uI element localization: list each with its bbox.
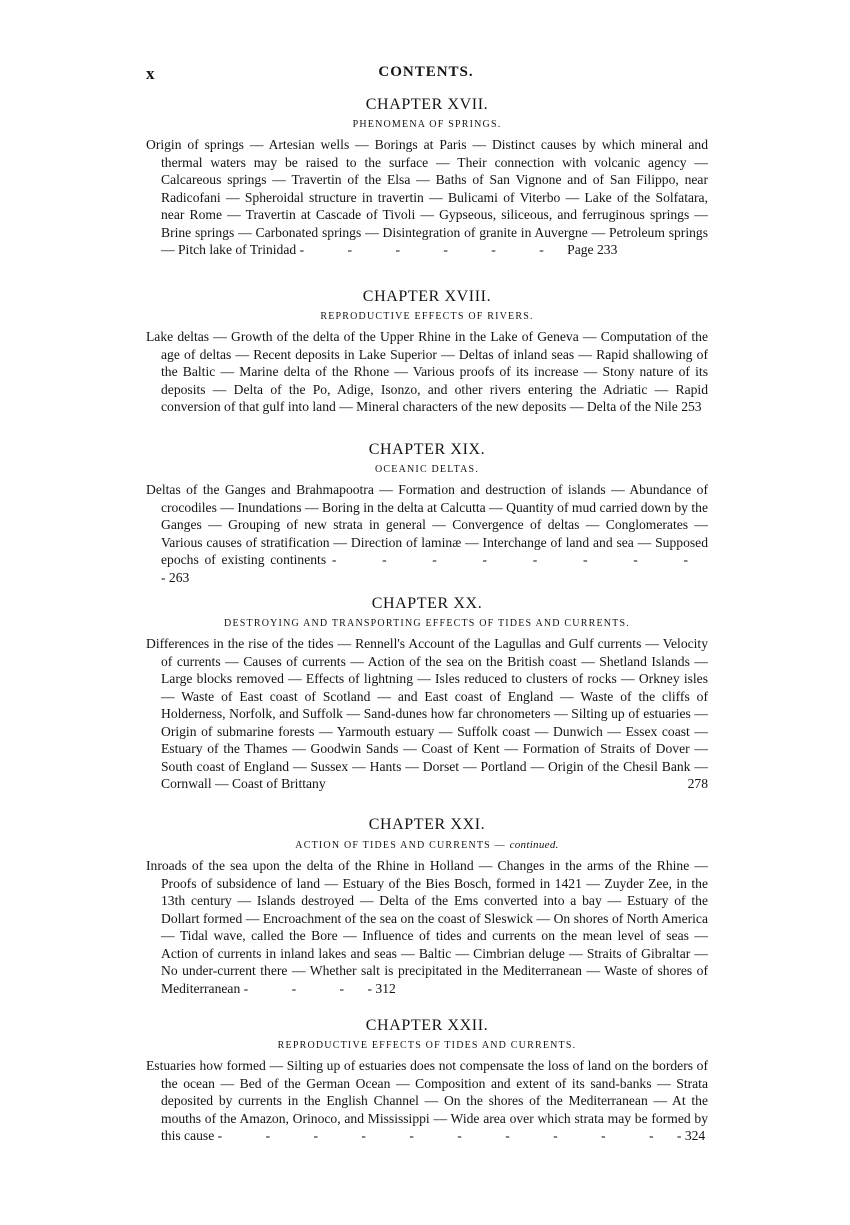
chapter-subtitle: OCEANIC DELTAS. <box>374 464 480 475</box>
running-head <box>146 64 706 84</box>
page-reference: Page 233 <box>567 242 618 257</box>
chapter-title: CHAPTER XXI. <box>368 816 486 833</box>
page-reference: - 324 <box>676 1128 706 1143</box>
chapter-subtitle <box>146 838 708 853</box>
summary-text: Estuaries how formed — Silting up of estuaries does not compensate the loss of land on the borders of the ocean — Bed of the German Ocean — Composition and extent of its sand-banks — Strata deposited by currents in the English Channel — On the shores of the Mediterranean — At the mouths of the Amazon, Orinoco, and Mississippi — Wide area over which strata may be formed by this cause <box>146 1058 708 1143</box>
chapter-title: CHAPTER XVIII. <box>362 288 492 305</box>
summary-text: Origin of springs — Artesian wells — Borings at Paris — Distinct causes by which mineral and thermal waters may be raised to the surface — Their connection with volcanic agency — Calcareous springs — Travertin of the Elsa — Baths of San Vignone and of San Filippo, near Radicofani — Spheroidal structure in travertin — Bulicami of Viterbo — Lake of the Solfatara, near Rome — Travertin at Cascade of Tivoli — Gypseous, siliceous, and ferruginous springs — Brine springs — Carbonated springs — Disintegration of granite in Auvergne — Petroleum springs — Pitch lake of Trinidad <box>146 137 708 257</box>
chapter-summary <box>146 635 708 793</box>
summary-text: Deltas of the Ganges and Brahmapootra — Formation and destruction of islands — Abundance of crocodiles — Inundations — Boring in the delta at Calcutta — Quantity of mud carried down by the Ganges — Grouping of new strata in general — Convergence of deltas — Conglomerates — Various causes of stratification — Direction of laminæ — Interchange of land and sea — Supposed epochs of existing continents <box>146 482 708 567</box>
chapter-section <box>146 594 708 793</box>
leader-dots: - - - - - - <box>299 242 564 257</box>
chapter-summary <box>146 481 708 586</box>
summary-text: Inroads of the sea upon the delta of the Rhine in Holland — Changes in the arms of the Rhine — Proofs of subsidence of land — Estuary of the Bies Bosch, formed in 1421 — Zuyder Zee, in the 13th century — Islands destroyed — Delta of the Ems converted into a bay — Estuary of the Dollart formed — Encroachment of the sea on the coast of Sleswick — On shores of North America — Tidal wave, called the Bore — Influence of tides and currents on the mean level of seas — Action of currents in inland lakes and seas — Baltic — Cimbrian deluge — Straits of Gibraltar — No under-current there — Whether salt is precipitated in the Mediterranean — Waste of shores of Mediterranean <box>146 858 708 996</box>
summary-text: Lake deltas — Growth of the delta of the Upper Rhine in the Lake of Geneva — Computation of the age of deltas — Recent deposits in Lake Superior — Deltas of inland seas — Rapid shallowing of the Baltic — Marine delta of the Rhone — Various proofs of its increase — Stony nature of its deposits — Delta of the Po, Adige, Isonzo, and other rivers entering the Adriatic — Rapid conversion of that gulf into land — Mineral characters of the new deposits — Delta of the Nile <box>146 329 708 414</box>
chapter-summary <box>146 857 708 997</box>
chapter-title: CHAPTER XVII. <box>365 96 489 113</box>
chapter-title: CHAPTER XIX. <box>368 441 486 458</box>
chapter-subtitle: REPRODUCTIVE EFFECTS OF TIDES AND CURRENTS. <box>277 1040 577 1051</box>
chapter-summary <box>146 328 708 416</box>
page-reference: 278 <box>687 776 708 791</box>
running-title: CONTENTS. <box>378 64 474 80</box>
chapter-subtitle: REPRODUCTIVE EFFECTS OF RIVERS. <box>320 311 534 322</box>
chapter-summary <box>146 136 708 259</box>
chapter-section <box>146 287 708 416</box>
subtitle-text: ACTION OF TIDES AND CURRENTS — <box>295 840 506 851</box>
page-number: x <box>146 64 156 83</box>
chapter-section <box>146 1016 708 1145</box>
leader-dots: - - - - - - - - <box>331 552 709 567</box>
summary-text: Differences in the rise of the tides — Rennell's Account of the Lagullas and Gulf currents — Velocity of currents — Causes of currents — Action of the sea on the British coast — Shetland Islands — Large blocks removed — Effects of lightning — Isles reduced to clusters of rocks — Orkney isles — Waste of East coast of Scotland — and East coast of England — Waste of the cliffs of Holderness, Norfolk, and Suffolk — Sand-dunes how far chronometers — Silting up of estuaries — Origin of submarine forests — Yarmouth estuary — Suffolk coast — Dunwich — Essex coast — Estuary of the Thames — Goodwin Sands — Coast of Kent — Formation of Straits of Dover — South coast of England — Sussex — Hants — Dorset — Portland — Origin of the Chesil Bank — Cornwall — Coast of Brittany <box>146 636 708 791</box>
page-reference: - 312 <box>367 980 396 996</box>
chapter-subtitle: DESTROYING AND TRANSPORTING EFFECTS OF TIDES AND CURRENTS. <box>224 618 630 629</box>
chapter-title: CHAPTER XX. <box>371 595 483 612</box>
subtitle-continued: continued. <box>509 839 559 851</box>
chapter-subtitle: PHENOMENA OF SPRINGS. <box>352 119 502 130</box>
leader-dots: - - - - - - - - - - <box>217 1128 674 1143</box>
page-reference: 253 <box>681 399 702 414</box>
leader-dots: - - - <box>243 980 365 996</box>
chapter-section <box>146 815 708 997</box>
page-reference: - 263 <box>161 569 190 585</box>
chapter-summary <box>146 1057 708 1145</box>
chapter-section <box>146 440 708 586</box>
chapter-section <box>146 95 708 259</box>
chapter-title: CHAPTER XXII. <box>365 1017 489 1034</box>
